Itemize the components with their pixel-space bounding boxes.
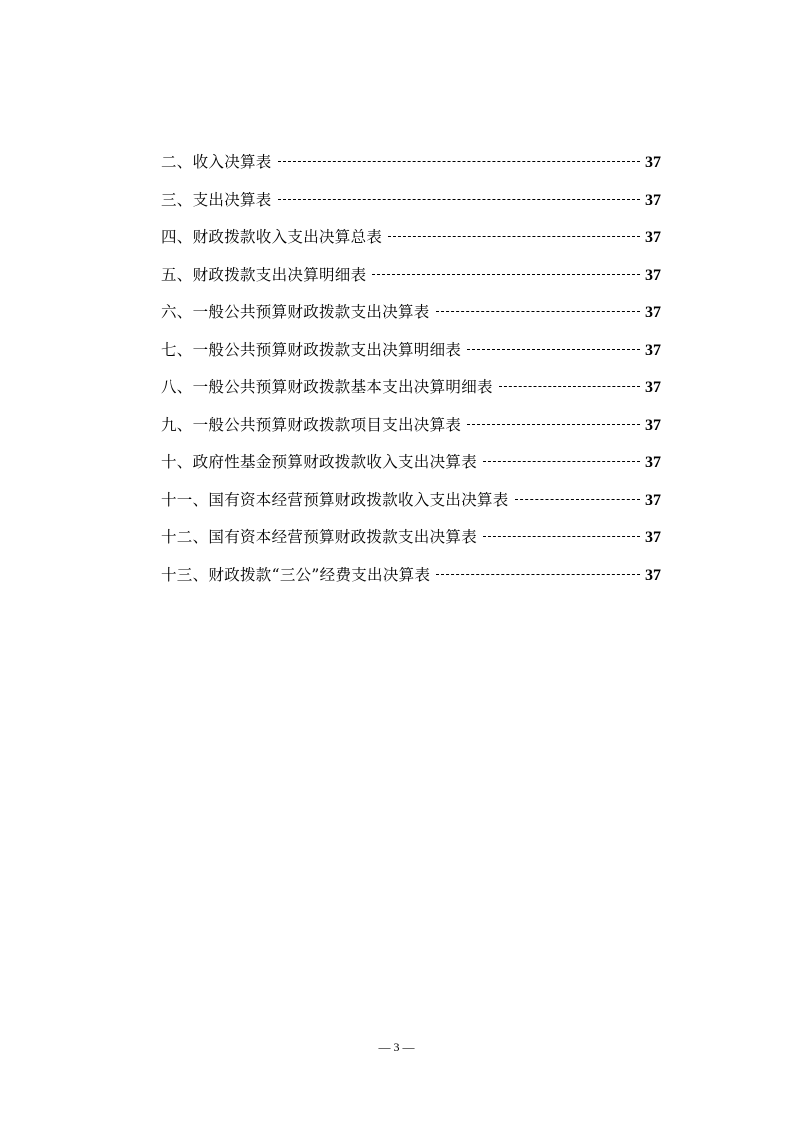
toc-entry[interactable] [161, 563, 661, 601]
toc-entry-title: 九、一般公共预算财政拨款项目支出决算表 [161, 415, 462, 434]
toc-leader-dots [483, 461, 640, 462]
toc-leader-dots [278, 199, 640, 200]
toc-entry-title: 二、收入决算表 [161, 153, 272, 171]
toc-entry-title: 十三、财政拨款“三公”经费支出决算表 [161, 565, 431, 584]
toc-entry-title: 七、一般公共预算财政拨款支出决算明细表 [161, 340, 462, 359]
toc-leader-dots [499, 386, 640, 387]
toc-leader-dots [436, 574, 640, 575]
toc-entry-page: 37 [645, 191, 661, 209]
toc-leader-dots [372, 274, 640, 275]
toc-entry[interactable] [161, 338, 661, 376]
toc-entry-title: 八、一般公共预算财政拨款基本支出决算明细表 [161, 378, 493, 396]
toc-entry-page: 37 [645, 229, 661, 246]
table-of-contents [161, 150, 661, 600]
toc-leader-dots [467, 349, 640, 350]
toc-entry-page: 37 [645, 379, 661, 396]
toc-entry-title: 十一、国有资本经营预算财政拨款收入支出决算表 [161, 490, 509, 509]
toc-entry-title: 五、财政拨款支出决算明细表 [161, 265, 367, 284]
toc-entry-page: 37 [645, 304, 661, 321]
toc-entry-page: 37 [645, 529, 661, 546]
toc-leader-dots [515, 499, 640, 500]
toc-entry[interactable] [161, 450, 661, 488]
toc-entry-page: 37 [645, 416, 661, 434]
page-number: — 3 — [378, 1040, 415, 1054]
toc-entry-title: 四、财政拨款收入支出决算总表 [161, 228, 383, 246]
toc-leader-dots [388, 236, 640, 237]
toc-entry[interactable] [161, 150, 661, 188]
toc-leader-dots [278, 161, 640, 162]
toc-entry[interactable] [161, 225, 661, 263]
toc-entry[interactable] [161, 488, 661, 526]
toc-entry-page: 37 [645, 454, 661, 471]
toc-leader-dots [467, 424, 640, 425]
toc-entry-page: 37 [645, 566, 661, 584]
toc-entry-title: 十二、国有资本经营预算财政拨款支出决算表 [161, 528, 478, 546]
toc-entry[interactable] [161, 263, 661, 301]
toc-entry-title: 六、一般公共预算财政拨款支出决算表 [161, 303, 430, 321]
toc-entry-page: 37 [645, 266, 661, 284]
toc-entry[interactable] [161, 375, 661, 413]
toc-leader-dots [483, 536, 640, 537]
toc-entry-title: 三、支出决算表 [161, 190, 272, 209]
toc-entry-page: 37 [645, 491, 661, 509]
toc-leader-dots [436, 311, 640, 312]
toc-entry-page: 37 [645, 154, 661, 171]
toc-entry[interactable] [161, 300, 661, 338]
toc-entry-page: 37 [645, 341, 661, 359]
toc-entry[interactable] [161, 525, 661, 563]
toc-entry-title: 十、政府性基金预算财政拨款收入支出决算表 [161, 453, 478, 471]
toc-entry[interactable] [161, 413, 661, 451]
toc-entry[interactable] [161, 188, 661, 226]
